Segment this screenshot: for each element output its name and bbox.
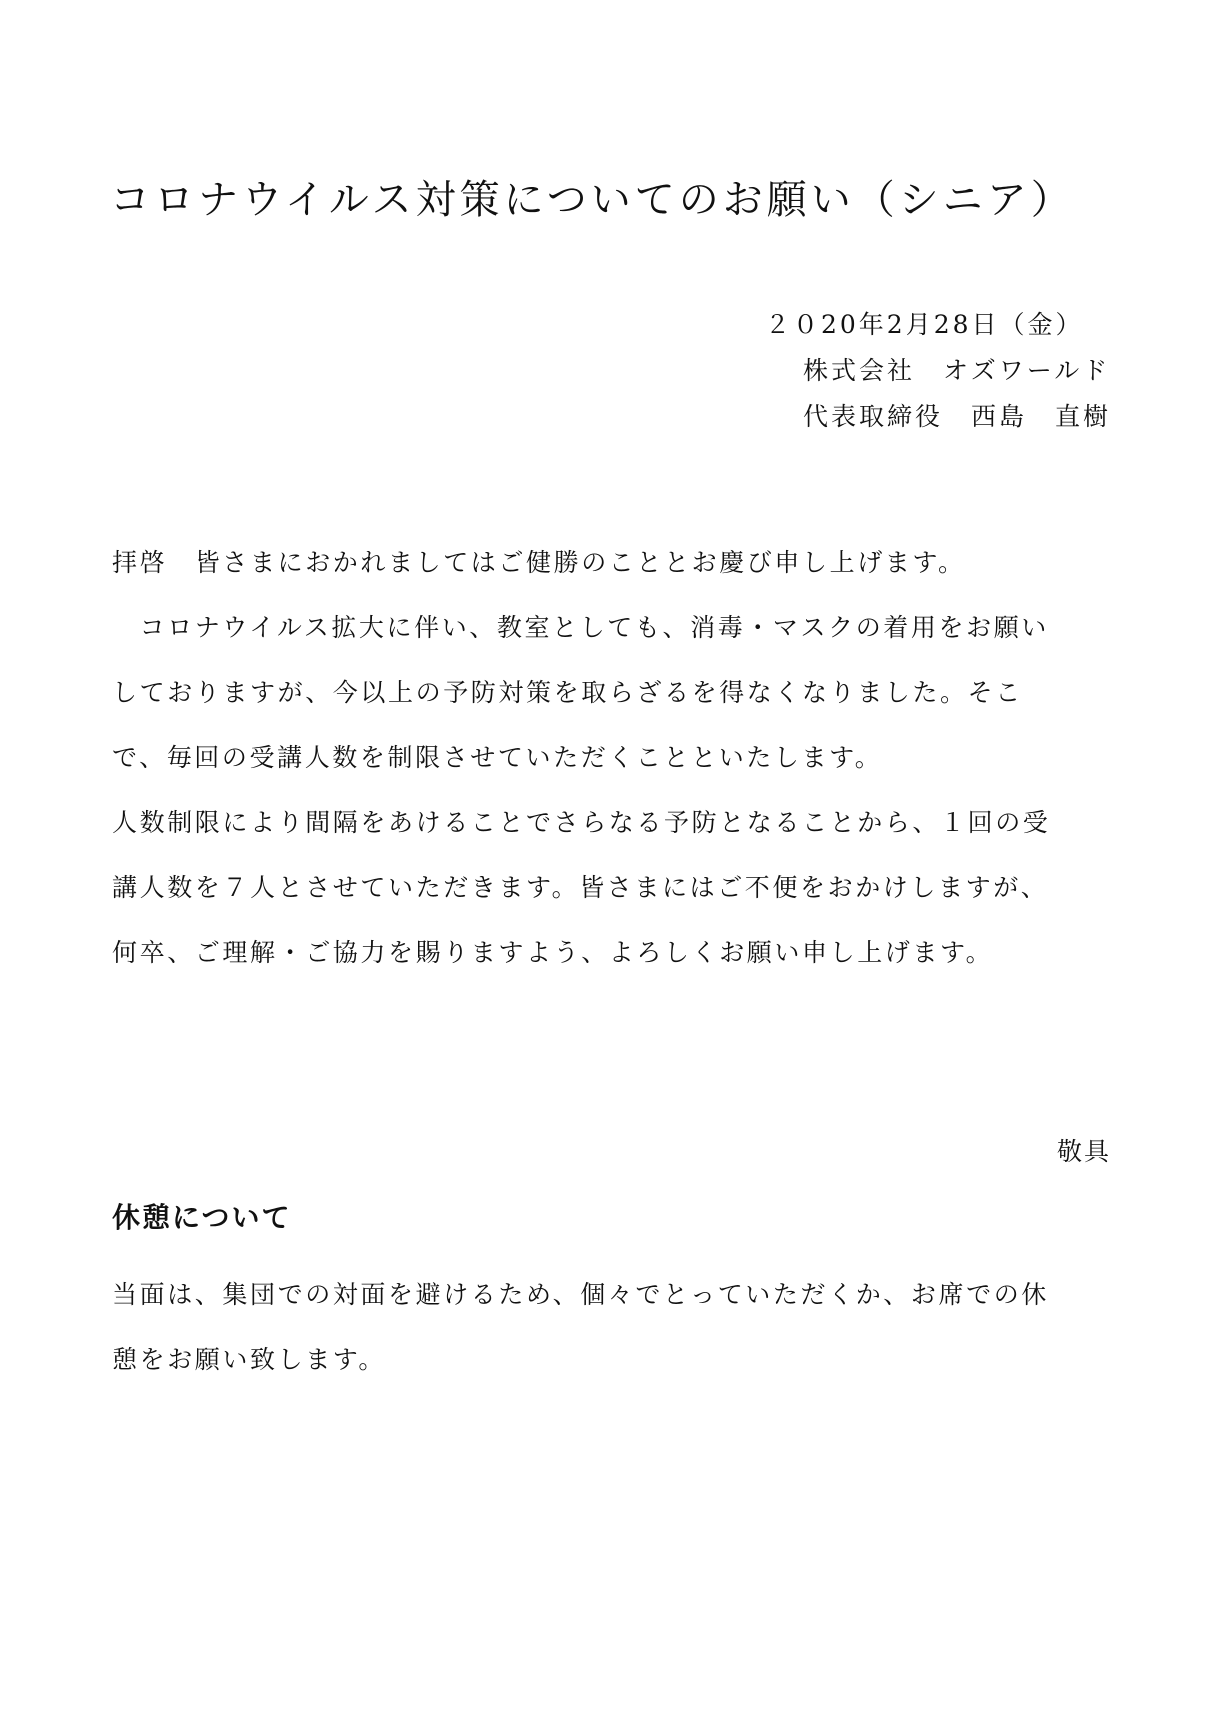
body-line: 講人数を７人とさせていただきます。皆さまにはご不便をおかけしますが、 <box>112 873 1049 902</box>
representative-name: 代表取締役 西島 直樹 <box>802 402 1111 431</box>
section-body <box>112 1262 1112 1392</box>
company-name: 株式会社 オズワールド <box>802 356 1111 385</box>
body-line: で、毎回の受講人数を制限させていただくことといたします。 <box>112 743 883 772</box>
letter-body <box>112 530 1112 985</box>
greeting-line: 拝啓 皆さまにおかれましてはご健勝のこととお慶び申し上げます。 <box>112 548 966 577</box>
closing-remark: 敬具 <box>1056 1137 1111 1166</box>
sender-info <box>764 302 1111 440</box>
body-line: 何卒、ご理解・ご協力を賜りますよう、よろしくお願い申し上げます。 <box>112 938 994 967</box>
document-title: コロナウイルス対策についてのお願い（シニア） <box>110 177 1075 223</box>
section-line: 憩をお願い致します。 <box>112 1345 387 1374</box>
body-line: しておりますが、今以上の予防対策を取らざるを得なくなりました。そこ <box>112 678 1023 707</box>
section-heading: 休憩について <box>112 1201 292 1234</box>
body-line: コロナウイルス拡大に伴い、教室としても、消毒・マスクの着用をお願い <box>112 613 1049 642</box>
document-date: ２０20年2月28日（金） <box>764 310 1084 339</box>
body-line: 人数制限により間隔をあけることでさらなる予防となることから、１回の受 <box>112 808 1051 837</box>
section-line: 当面は、集団での対面を避けるため、個々でとっていただくか、お席での休 <box>112 1280 1049 1309</box>
